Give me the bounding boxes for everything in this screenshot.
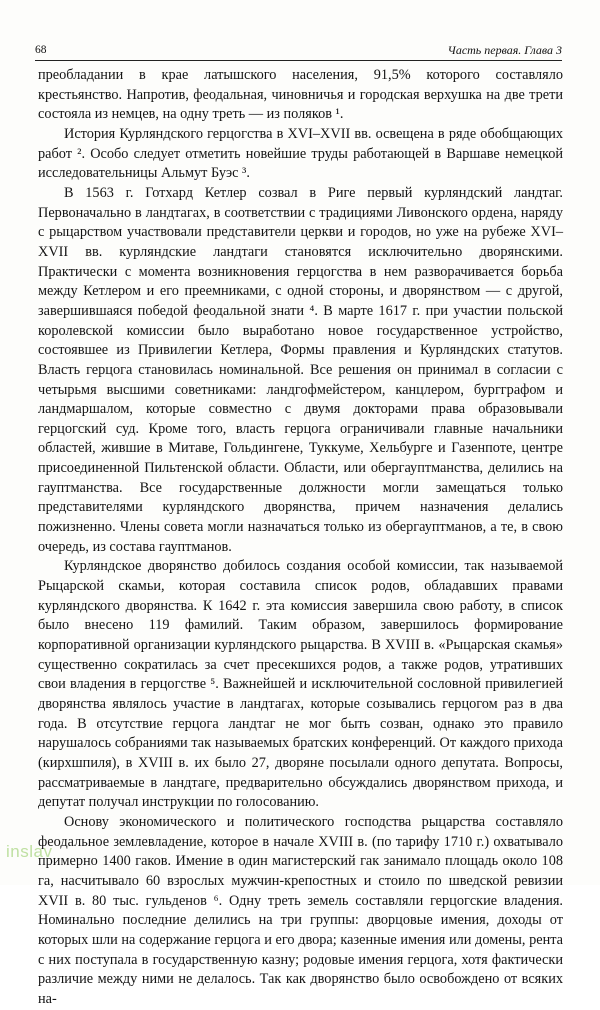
- running-title: Часть первая. Глава 3: [447, 43, 562, 57]
- header-rule: [35, 60, 562, 61]
- watermark-logo: inslav: [6, 842, 53, 861]
- page-number: 68: [35, 44, 47, 56]
- paragraph-5: Основу экономического и политического господства рыцарства составляло феодальное землевладение, которое в начале XVIII в. (по тарифу 1710 г.) охватывало примерно 1400 гаков. Имение в один магистерский гак занимало площадь около 108 га, насчитывало 60 взрослых мужчин-крепостных и стоило по шведской ревизии XVII в. 80 тыс. гульденов ⁶. Одну треть земель составляли герцогские владения. Номинально последние делились на три группы: дворцовые имения, доходы от которых шли на содержание герцога и его двора; казенные имения или домены, рента с них поступала в государственную казну; родовые имения герцога, хотя фактически различие между ними не делалось. Так как дворянство было освобождено от всяких на-: [38, 813, 563, 1007]
- paragraph-4: Курляндское дворянство добилось создания особой комиссии, так называемой Рыцарской скамьи, которая составила список родов, обладавших правами курляндского дворянства. К 1642 г. эта комиссия завершила свою работу, в список было внесено 119 фамилий. Таким образом, завершилось формирование корпоративной организации курляндского рыцарства. В XVIII в. «Рыцарская скамья» существенно сократилась за счет пресекшихся родов, а также родов, утративших свои владения в герцогстве ⁵. Важнейшей и исключительной сословной привилегией дворянства являлось участие в ландтагах, которые созывались герцогом раз в два года. В отсутствие герцога ландтаг не мог быть созван, однако это правило нарушалось собраниями так называемых братских конференций. От каждого прихода (кирхшпиля), в XVIII в. их было 27, дворяне посылали одного депутата. Вопросы, рассматриваемые в ландтаге, предварительно обсуждались дворянством прихода, и депутат получал инструкции по голосованию.: [38, 558, 563, 811]
- paragraph-1: преобладании в крае латышского населения, 91,5% которого составляло крестьянство. Напротив, феодальная, чиновничья и городская верхушка на две трети состояла из немцев, на одну треть — из поляков ¹.: [38, 67, 563, 123]
- page-body: [38, 66, 563, 1010]
- paragraph-2: История Курляндского герцогства в XVI–XVII вв. освещена в ряде обобщающих работ ². Особо следует отметить новейшие труды работающей в Варшаве немецкой исследовательницы Альмут Буэс ³.: [38, 125, 563, 182]
- paragraph-3: В 1563 г. Готхард Кетлер созвал в Риге первый курляндский ландтаг. Первоначально в ландтагах, в соответствии с традициями Ливонского ордена, наряду с рыцарством участвовали представители церкви и городов, но уже на рубеже XVI–XVII вв. курляндские ландтаги становятся исключительно дворянскими. Практически с момента возникновения герцогства в нем разворачивается борьба между Кетлером и его преемниками, с одной стороны, и дворянством — с другой, завершившаяся победой феодальной знати ⁴. В марте 1617 г. при участии польской королевской комиссии было выработано новое государственное устройство, состоявшее из Привилегии Кетлера, Формы правления и Курляндских статутов. Власть герцога становилась номинальной. Все решения он принимал в согласии с четырьмя высшими советниками: ландгофмейстером, канцлером, бургграфом и ландмаршалом, которые совместно с двумя докторами права образовывали герцогский суд. Кроме того, власть герцога ограничивали главные начальники областей, жившие в Митаве, Гольдингене, Туккуме, Хельбурге и Газенпоте, центре присоединенной Пильтенской области. Области, или обергауптманства, делились на гауптманства. Все государственные должности могли замещаться только представителями курляндского дворянства, причем назначения делались пожизненно. Члены совета могли назначаться только из обергауптманов, а те, в свою очередь, из состава гауптманов.: [38, 184, 563, 555]
